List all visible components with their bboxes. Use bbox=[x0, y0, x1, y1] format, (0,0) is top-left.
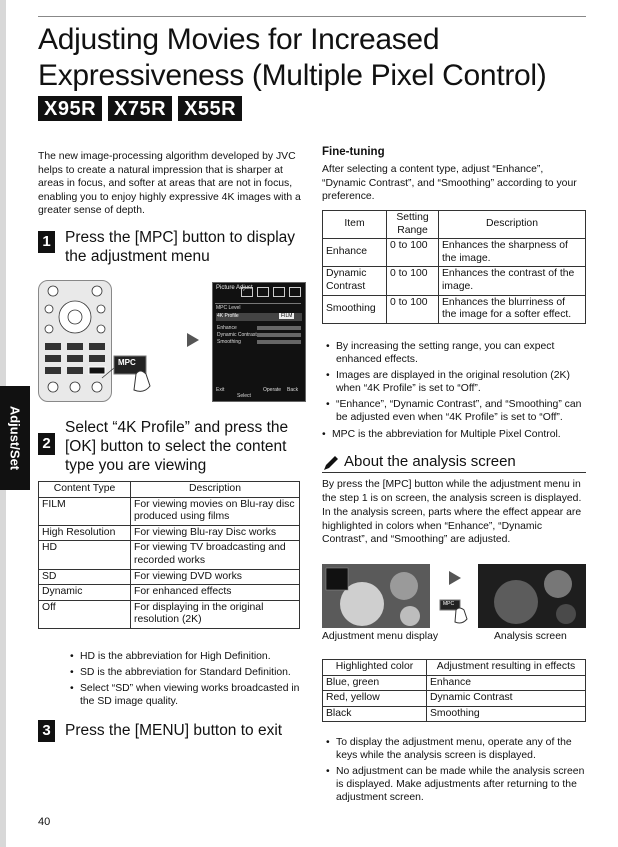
step-text: Press the [MENU] button to exit bbox=[65, 722, 283, 739]
menu-title: Picture Adjust bbox=[216, 285, 253, 291]
table-cell: For displaying in the original resolution (2K) bbox=[131, 600, 300, 628]
analysis-heading-text: About the analysis screen bbox=[344, 453, 516, 470]
intro-paragraph: The new image-processing algorithm developed by JVC helps to create a natural impression that is sharper at areas in focus, and softer at areas that are not in focus, enabling you to enjoy highly expressive 4K images with a greater sense of depth. bbox=[38, 151, 301, 217]
note-item: • HD is the abbreviation for High Definition. bbox=[70, 650, 304, 663]
thumbnail-image bbox=[478, 564, 586, 628]
model-badge: X75R bbox=[108, 96, 172, 121]
setting-range-table bbox=[322, 210, 586, 324]
header-rule bbox=[38, 16, 586, 17]
table-cell: FILM bbox=[39, 497, 131, 525]
table-cell: 0 to 100 bbox=[387, 295, 439, 323]
column-header: Item bbox=[323, 211, 387, 239]
setting-notes bbox=[326, 340, 586, 427]
table-cell: Enhance bbox=[427, 675, 586, 691]
table-cell: Enhance bbox=[323, 239, 387, 267]
table-cell: Red, yellow bbox=[323, 691, 427, 707]
pencil-icon bbox=[322, 454, 340, 472]
step-3 bbox=[38, 720, 304, 742]
table-row bbox=[323, 706, 586, 722]
step-number: 1 bbox=[38, 231, 55, 253]
column-header: Highlighted color bbox=[323, 660, 427, 676]
adjustment-menu-thumbnail bbox=[322, 564, 430, 628]
table-cell: 0 to 100 bbox=[387, 239, 439, 267]
note-item: • Select “SD” when viewing works broadcasted in the SD image quality. bbox=[70, 682, 304, 708]
table-cell: Smoothing bbox=[427, 706, 586, 722]
table-row bbox=[323, 239, 586, 267]
menu-profile-value: FILM bbox=[281, 313, 293, 319]
table-cell: For viewing DVD works bbox=[131, 569, 300, 585]
menu-row: Enhance bbox=[217, 325, 237, 331]
table-cell: Off bbox=[39, 600, 131, 628]
content-notes bbox=[70, 650, 304, 711]
menu-footer-item: Exit bbox=[216, 387, 225, 393]
menu-row: Smoothing bbox=[217, 339, 241, 345]
table-header-row bbox=[39, 482, 300, 498]
step-number: 2 bbox=[38, 433, 55, 455]
step-1 bbox=[38, 228, 304, 266]
table-cell: For viewing movies on Blu-ray disc produced using films bbox=[131, 497, 300, 525]
note-item: • “Enhance”, “Dynamic Contrast”, and “Smoothing” can be adjusted even when “4K Profile” is set to “Off”. bbox=[326, 398, 586, 424]
mpc-button-label: MPC bbox=[443, 601, 455, 607]
note-item: • To display the adjustment menu, operate any of the keys while the analysis screen is displayed. bbox=[326, 736, 586, 762]
adjustment-menu-screenshot bbox=[212, 282, 306, 402]
column-header: Setting Range bbox=[387, 211, 439, 239]
note-item: • MPC is the abbreviation for Multiple Pixel Control. bbox=[322, 428, 586, 441]
table-cell: For viewing TV broadcasting and recorded works bbox=[131, 541, 300, 569]
model-badge: X95R bbox=[38, 96, 102, 121]
section-side-tab bbox=[0, 386, 30, 490]
table-cell: 0 to 100 bbox=[387, 267, 439, 295]
fine-tuning-heading: Fine-tuning bbox=[322, 146, 385, 158]
table-cell: Black bbox=[323, 706, 427, 722]
step-2 bbox=[38, 418, 304, 475]
table-cell: High Resolution bbox=[39, 525, 131, 541]
table-row bbox=[39, 525, 300, 541]
table-header-row bbox=[323, 660, 586, 676]
table-row bbox=[323, 675, 586, 691]
content-type-table bbox=[38, 481, 300, 629]
step-text: Press the [MPC] button to display the adjustment menu bbox=[65, 229, 296, 265]
table-row bbox=[39, 497, 300, 525]
analysis-text-1: By press the [MPC] button while the adjustment menu in the step 1 is on screen, the analysis screen is displayed. bbox=[322, 479, 582, 504]
mpc-note bbox=[322, 428, 586, 444]
note-item: • No adjustment can be made while the analysis screen is displayed. Make adjustments after returning to the adjustment screen. bbox=[326, 765, 586, 804]
table-cell: Enhances the contrast of the image. bbox=[439, 267, 586, 295]
table-row bbox=[39, 585, 300, 601]
arrow-right-icon bbox=[448, 570, 462, 586]
thumbnail-image bbox=[322, 564, 430, 628]
table-cell: Enhances the sharpness of the image. bbox=[439, 239, 586, 267]
menu-icons bbox=[241, 287, 301, 299]
table-row bbox=[323, 267, 586, 295]
analysis-text-2: In the analysis screen, parts where the effect appear are highlighted in colors when “Enhance”, “Dynamic Contrast”, and “Smoothing” are adjusted. bbox=[322, 507, 582, 546]
table-cell: Dynamic bbox=[39, 585, 131, 601]
analysis-screen-thumbnail bbox=[478, 564, 586, 628]
column-header: Adjustment resulting in effects bbox=[427, 660, 586, 676]
column-header: Description bbox=[131, 482, 300, 498]
table-header-row bbox=[323, 211, 586, 239]
table-cell: Blue, green bbox=[323, 675, 427, 691]
note-item: • By increasing the setting range, you can expect enhanced effects. bbox=[326, 340, 586, 366]
analysis-heading bbox=[322, 452, 586, 473]
table-cell: For viewing Blu-ray Disc works bbox=[131, 525, 300, 541]
menu-subtitle: MPC Level bbox=[216, 305, 241, 311]
caption-adjustment-menu: Adjustment menu display bbox=[322, 631, 439, 642]
note-item: • Images are displayed in the original resolution (2K) when “4K Profile” is set to “Off”. bbox=[326, 369, 586, 395]
menu-footer-item: Back bbox=[287, 387, 299, 393]
table-cell: Dynamic Contrast bbox=[323, 267, 387, 295]
menu-row: Dynamic Contrast bbox=[217, 332, 257, 338]
table-cell: Dynamic Contrast bbox=[427, 691, 586, 707]
page-title: Adjusting Movies for Increased Expressiveness (Multiple Pixel Control) bbox=[38, 23, 547, 92]
note-item: • SD is the abbreviation for Standard Definition. bbox=[70, 666, 304, 679]
model-badge: X55R bbox=[178, 96, 242, 121]
column-header: Content Type bbox=[39, 482, 131, 498]
table-cell: Enhances the blurriness of the image for a softer effect. bbox=[439, 295, 586, 323]
highlight-color-table bbox=[322, 659, 586, 722]
table-cell: For enhanced effects bbox=[131, 585, 300, 601]
table-cell: Smoothing bbox=[323, 295, 387, 323]
menu-footer-item: Operate bbox=[263, 387, 282, 393]
menu-footer-item: Select bbox=[237, 393, 251, 399]
table-cell: SD bbox=[39, 569, 131, 585]
caption-analysis-screen: Analysis screen bbox=[494, 631, 567, 642]
table-row bbox=[39, 541, 300, 569]
step-number: 3 bbox=[38, 720, 55, 742]
side-tab-label: Adjust/Set bbox=[7, 405, 23, 471]
analysis-notes bbox=[326, 736, 586, 807]
table-row bbox=[323, 295, 586, 323]
arrow-right-icon bbox=[186, 332, 200, 348]
mpc-button-label: MPC bbox=[118, 358, 136, 367]
table-row bbox=[39, 600, 300, 628]
table-row bbox=[323, 691, 586, 707]
step-text: Select “4K Profile” and press the [OK] button to select the content type you are viewing bbox=[65, 419, 289, 474]
model-badges bbox=[38, 96, 242, 121]
fine-tuning-text: After selecting a content type, adjust “Enhance”, “Dynamic Contrast”, and “Smoothing” according to your preference. bbox=[322, 164, 577, 203]
table-row bbox=[39, 569, 300, 585]
table-cell: HD bbox=[39, 541, 131, 569]
menu-profile-label: 4K Profile bbox=[217, 313, 239, 319]
page-number: 40 bbox=[38, 816, 51, 828]
column-header: Description bbox=[439, 211, 586, 239]
